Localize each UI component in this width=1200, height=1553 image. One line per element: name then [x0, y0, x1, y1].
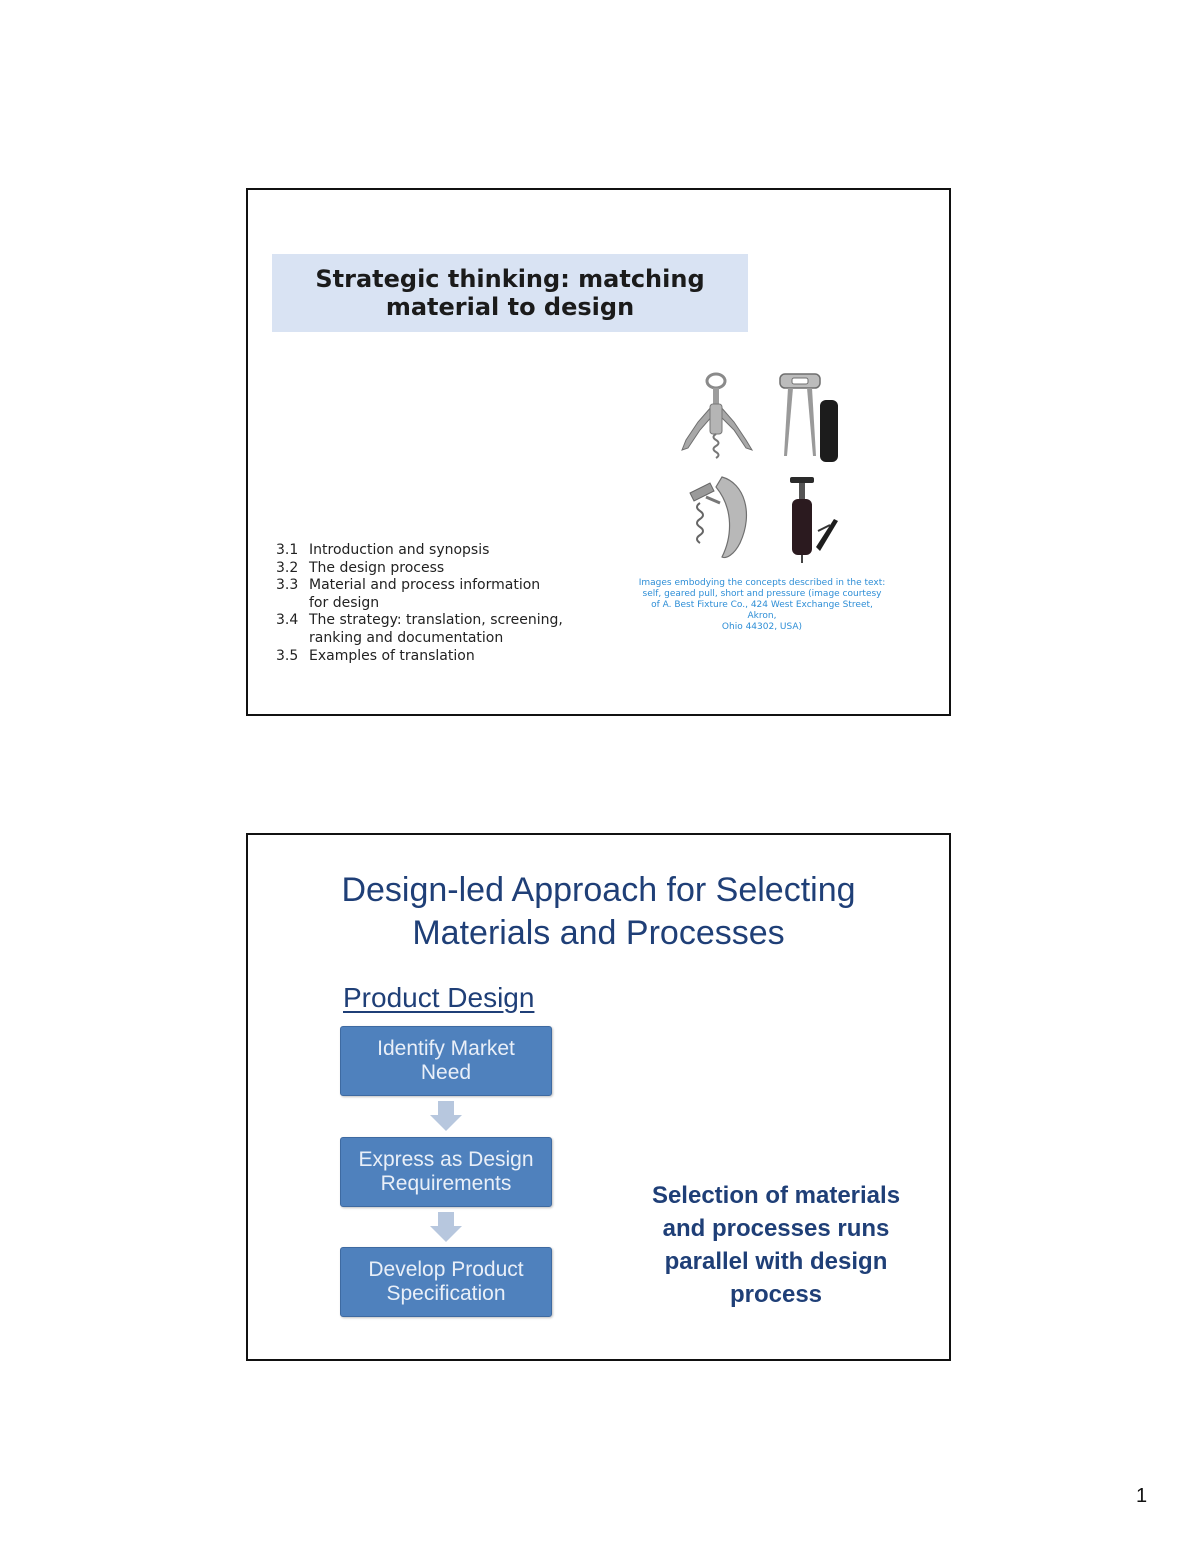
note-line-3: parallel with design [664, 1248, 888, 1275]
down-arrow-icon [429, 1212, 463, 1242]
image-caption [636, 578, 888, 633]
contents-item-text [309, 542, 599, 560]
pressure-pump-opener-image [782, 473, 846, 565]
page-number: 1 [1136, 1485, 1148, 1507]
caption-line-2: self, geared pull, short and pressure (image courtesy [642, 589, 882, 599]
winged-corkscrew-image [676, 370, 758, 462]
contents-item [276, 648, 599, 666]
chapter-contents-list [276, 542, 599, 665]
two-prong-cork-puller-image [774, 370, 846, 466]
flow-step-line-2: Specification [386, 1282, 506, 1305]
contents-item-line-1: The strategy: translation, screening, [309, 612, 563, 629]
product-design-heading: Product Design [343, 982, 535, 1013]
flow-step-line-1: Identify Market [377, 1037, 515, 1060]
flow-step-line-2: Requirements [380, 1172, 512, 1195]
flow-step-line-2: Need [420, 1061, 472, 1084]
contents-item-number: 3.4 [276, 612, 299, 629]
contents-item-line-1: Introduction and synopsis [309, 542, 490, 558]
parallel-selection-note [626, 1179, 926, 1311]
contents-item-line-1: The design process [309, 559, 445, 576]
contents-item-number: 3.3 [276, 577, 299, 594]
contents-item-line-2: for design [309, 594, 380, 611]
slide-2-title [248, 869, 949, 955]
caption-line-3: of A. Best Fixture Co., 424 West Exchange Street, Akron, [651, 600, 873, 621]
slide-1-title-box [272, 254, 748, 332]
contents-item [276, 560, 599, 578]
caption-line-1: Images embodying the concepts described in the text: [638, 578, 886, 588]
contents-item-text [309, 577, 599, 612]
contents-item-text [309, 648, 599, 666]
slide-1-title [315, 265, 704, 321]
flow-step-express-as-design-requirements [340, 1137, 552, 1207]
slide-2 [246, 833, 951, 1361]
note-line-4: process [729, 1281, 823, 1308]
contents-item-text [309, 612, 599, 647]
contents-item-text [309, 560, 599, 578]
contents-item-line-1: Examples of translation [309, 647, 475, 664]
contents-item-line-2: ranking and documentation [309, 629, 504, 646]
note-line-1: Selection of materials [651, 1182, 901, 1209]
contents-item-number: 3.5 [276, 647, 299, 664]
slide-1-title-line-1: Strategic thinking: matching [315, 265, 705, 293]
flow-step-identify-market-need [340, 1026, 552, 1096]
flow-step-line-1: Express as Design [358, 1148, 534, 1171]
slide-2-title-line-1: Design-led Approach for Selecting [341, 871, 856, 909]
waiters-friend-corkscrew-image [676, 473, 760, 563]
note-line-2: and processes runs [662, 1215, 890, 1242]
down-arrow-icon [429, 1101, 463, 1131]
contents-item-line-1: Material and process information [309, 577, 541, 594]
slide-1 [246, 188, 951, 716]
flow-step-line-1: Develop Product [368, 1258, 524, 1281]
contents-item [276, 612, 599, 647]
contents-item-number: 3.1 [276, 542, 299, 558]
slide-2-title-line-2: Materials and Processes [412, 914, 785, 952]
caption-line-4: Ohio 44302, USA) [721, 622, 803, 632]
slide-1-title-line-2: material to design [385, 293, 635, 321]
contents-item [276, 577, 599, 612]
flow-step-develop-product-specification [340, 1247, 552, 1317]
contents-item [276, 542, 599, 560]
contents-item-number: 3.2 [276, 559, 299, 576]
